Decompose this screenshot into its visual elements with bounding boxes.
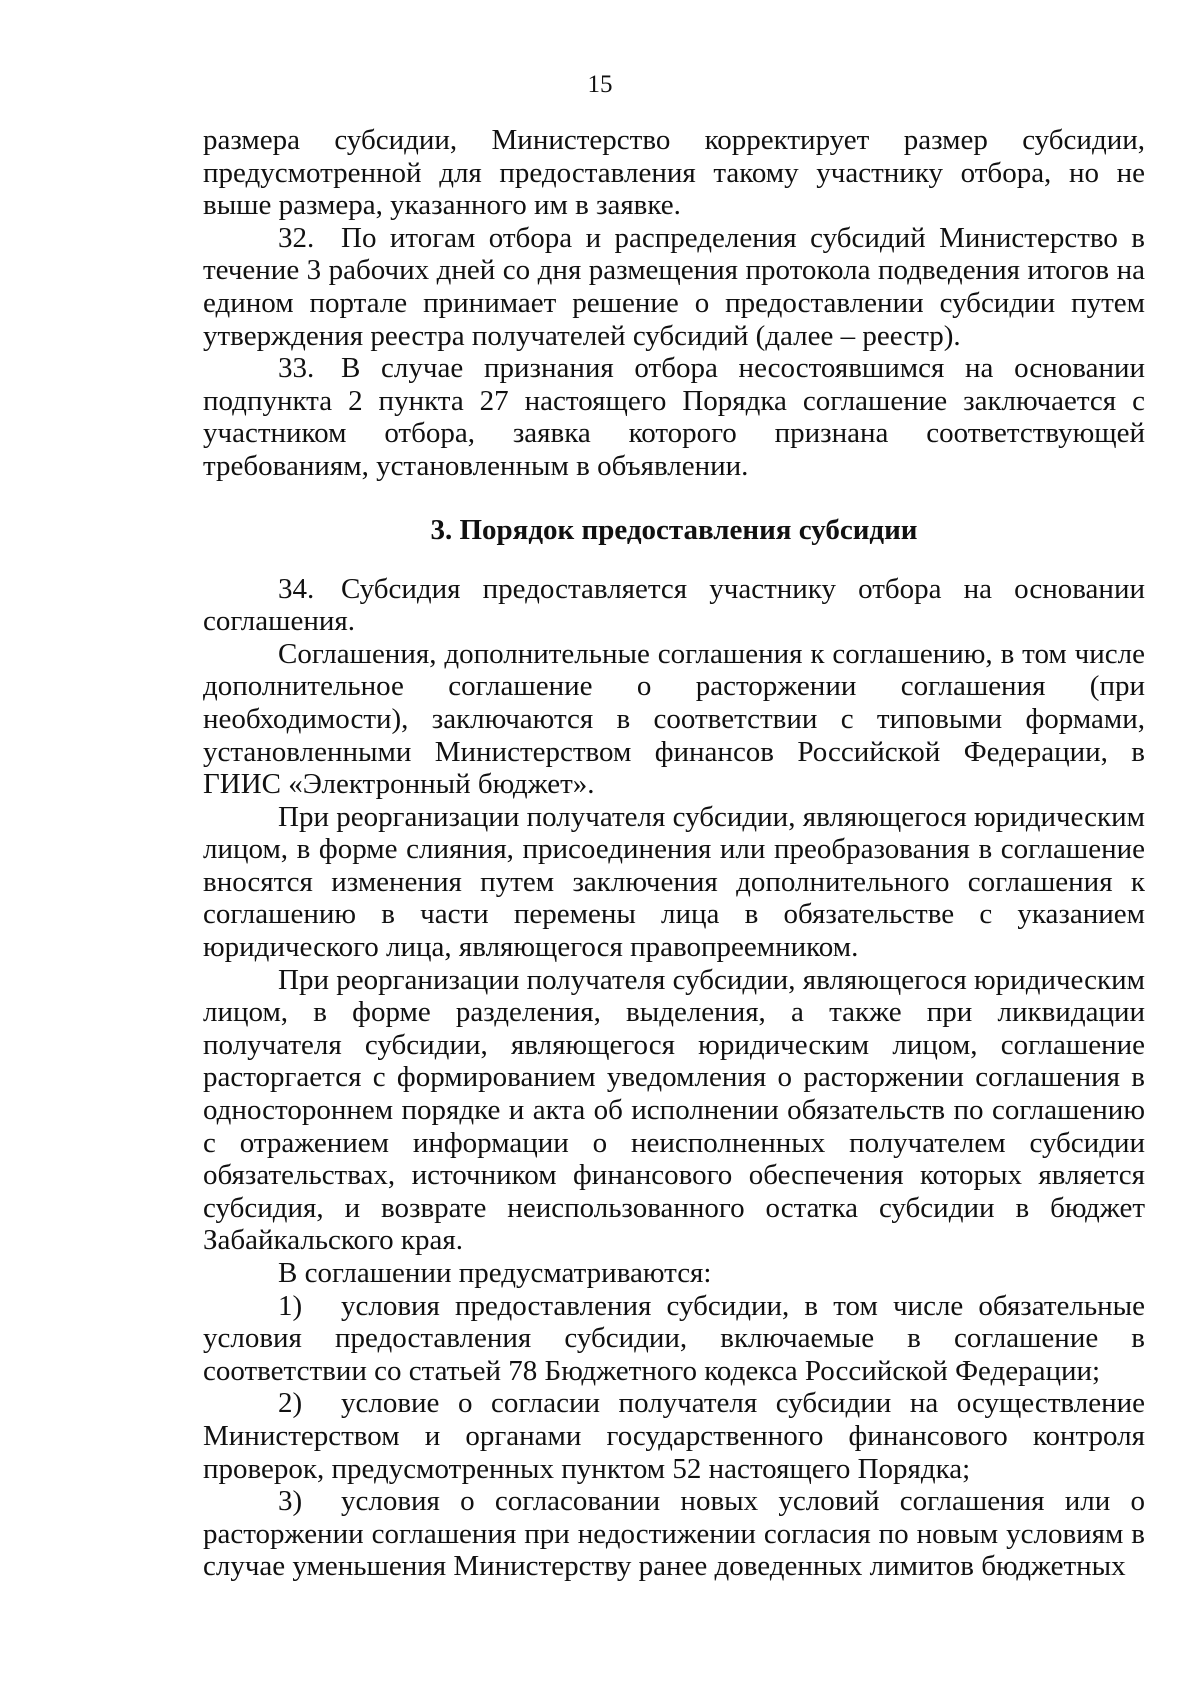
paragraph-text: В соглашении предусматриваются: bbox=[278, 1257, 712, 1289]
paragraph bbox=[203, 1387, 1145, 1485]
paragraph bbox=[203, 964, 1145, 1257]
paragraph-text: условия предоставления субсидии, в том числе обязательные условия предоставления субсидии, включаемые в соглашение в соответствии со статьей 78 Бюджетного кодекса Российской Федерации; bbox=[203, 1289, 1145, 1387]
paragraph bbox=[203, 124, 1145, 222]
paragraph bbox=[203, 352, 1145, 482]
paragraph-text: условия о согласовании новых условий соглашения или о расторжении соглашения при недостижении согласия по новым условиям в случае уменьшения Министерству ранее доведенных лимитов бюджетных bbox=[203, 1485, 1145, 1583]
paragraph-number: 3) bbox=[278, 1485, 303, 1518]
paragraph-number: 34. bbox=[278, 572, 315, 605]
paragraph-text: Субсидия предоставляется участнику отбора на основании соглашения. bbox=[203, 572, 1145, 638]
paragraph bbox=[203, 638, 1145, 801]
document-body bbox=[203, 124, 1145, 1583]
paragraph-text: размера субсидии, Министерство корректирует размер субсидии, предусмотренной для предоставления такому участнику отбора, но не выше размера, указанного им в заявке. bbox=[203, 124, 1145, 222]
paragraphs-before bbox=[203, 124, 1145, 483]
paragraph-text: При реорганизации получателя субсидии, являющегося юридическим лицом, в форме разделения, выделения, а также при ликвидации получателя субсидии, являющегося юридическим лицом, соглашение расторгается с формированием уведомления о расторжении соглашения в одностороннем порядке и акта об исполнении обязательств по соглашению с отражением информации о неисполненных получателем субсидии обязательствах, источником финансового обеспечения которых является субсидия, и возврате неиспользованного остатка субсидии в бюджет Забайкальского края. bbox=[203, 963, 1145, 1257]
paragraphs-after bbox=[203, 573, 1145, 1583]
paragraph bbox=[203, 573, 1145, 638]
paragraph bbox=[203, 1290, 1145, 1388]
paragraph bbox=[203, 801, 1145, 964]
paragraph-number: 32. bbox=[278, 221, 315, 254]
paragraph-text: Соглашения, дополнительные соглашения к соглашению, в том числе дополнительное соглашение о расторжении соглашения (при необходимости), заключаются в соответствии с типовыми формами, установленными Министерством финансов Российской Федерации, в ГИИС «Электронный бюджет». bbox=[203, 637, 1145, 801]
paragraph-text: условие о согласии получателя субсидии на осуществление Министерством и органами государственного финансового контроля проверок, предусмотренных пунктом 52 настоящего Порядка; bbox=[203, 1387, 1145, 1485]
section-heading: 3. Порядок предоставления субсидии bbox=[430, 513, 918, 546]
paragraph bbox=[203, 222, 1145, 352]
paragraph-number: 1) bbox=[278, 1289, 303, 1322]
paragraph-text: В случае признания отбора несостоявшимся на основании подпункта 2 пункта 27 настоящего Порядка соглашение заключается с участником отбора, заявка которого признана соответствующей требованиям, установленным в объявлении. bbox=[203, 352, 1145, 482]
paragraph-number: 33. bbox=[278, 352, 315, 385]
paragraph-text: При реорганизации получателя субсидии, являющегося юридическим лицом, в форме слияния, присоединения или преобразования в соглашение вносятся изменения путем заключения дополнительного соглашения к соглашению в части перемены лица в обязательстве с указанием юридического лица, являющегося правопреемником. bbox=[203, 800, 1145, 964]
paragraph-number: 2) bbox=[278, 1387, 303, 1420]
paragraph bbox=[203, 1257, 1145, 1290]
page-number: 15 bbox=[587, 71, 613, 98]
paragraph bbox=[203, 1485, 1145, 1583]
paragraph-text: По итогам отбора и распределения субсидий Министерство в течение 3 рабочих дней со дня размещения протокола подведения итогов на едином портале принимает решение о предоставлении субсидии путем утверждения реестра получателей субсидий (далее – реестр). bbox=[203, 221, 1145, 352]
